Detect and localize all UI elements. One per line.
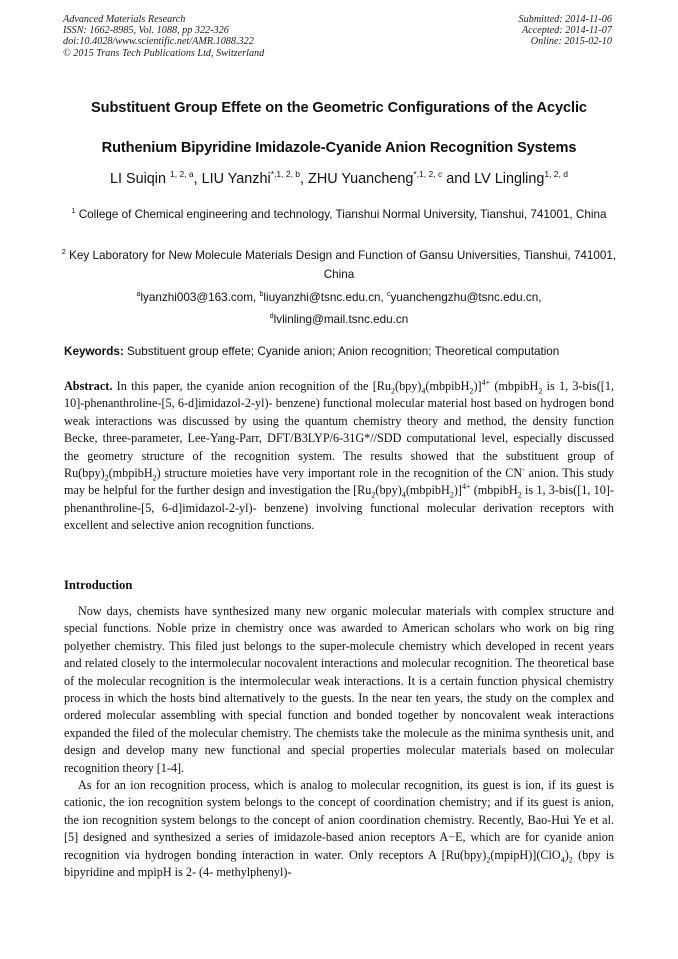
abstract-text: )] [453, 483, 462, 498]
paper-title [40, 88, 638, 168]
affiliation-text: Key Laboratory for New Molecule Materials Design and Function of Gansu Universities, Tianshui, 741001, China [65, 248, 617, 281]
author-affil-mark: 1, 2, d [544, 169, 568, 179]
introduction-body [64, 603, 614, 882]
dates-header [519, 14, 612, 48]
submitted-date: Submitted: 2014-11-06 [518, 14, 612, 25]
abstract-subscript: 2 [449, 490, 454, 500]
author-list [30, 163, 648, 190]
intro-subscript: 4 [560, 855, 565, 865]
author-separator: , [300, 170, 309, 187]
journal-name: Advanced Materials Research [63, 14, 186, 25]
intro-paragraph-2 [64, 777, 614, 881]
online-date: Online: 2015-02-10 [530, 36, 612, 48]
abstract-subscript: 4 [421, 386, 426, 396]
abstract-text: (mbpibH [425, 379, 470, 393]
abstract-subscript: 4 [401, 490, 406, 500]
abstract-text: (mbpibH [405, 483, 450, 498]
abstract-text: (mbpibH [470, 483, 518, 498]
abstract-subscript: 2 [538, 386, 543, 396]
abstract-text: anion. This study may be helpful for the further design and investigation the [Ru [64, 466, 614, 498]
intro-subscript: 2 [486, 855, 491, 865]
abstract-text: (bpy) [395, 379, 422, 393]
email-mark: b [259, 291, 264, 298]
abstract-text: (mbpibH [490, 379, 539, 393]
abstract-text: ) structure moieties have very important role in the recognition of the CN [156, 466, 523, 481]
keywords-text: Substituent group effete; Cyanide anion; Anion recognition; Theoretical computation [123, 345, 560, 358]
accepted-date: Accepted: 2014-11-07 [521, 25, 612, 37]
abstract-text: is 1, 3-bis([1, 10]-phenanthroline-[5, 6-d]imidazol-2-yl)- benzene) involving functional molecular derivation receptors with excellent and selective anion recognition functions. [64, 483, 614, 533]
intro-text: As for an ion recognition process, which is analog to molecular recognition, its guest is ion, if its guest is cationic, the ion recognition system belongs to the concept of coordination chemistry; and if its guest is anion, the ion recognition system belongs to the concept of anion coordination chemistry. Recently, Bao-Hui Ye et al. [5] designed and synthesized a series of imidazole-based anion receptors A−E, which are for cyanide anion recognition via hydrogen bonding interaction in water. Only receptors A [Ru(bpy) [64, 778, 614, 862]
copyright-line: © 2015 Trans Tech Publications Ltd, Switzerland [63, 47, 265, 59]
email-link[interactable]: lyanzhi003@163.com, [140, 290, 260, 304]
abstract-superscript: 4+ [481, 377, 491, 387]
author-separator: , [193, 170, 202, 187]
abstract-label: Abstract. [64, 379, 113, 393]
abstract-text: In this paper, the cyanide anion recognition of the [Ru [112, 379, 392, 393]
affiliation-number: 2 [61, 249, 66, 256]
author-affil-mark: *,1, 2, c [413, 169, 443, 179]
abstract-subscript: 2 [517, 490, 522, 500]
abstract-subscript: 2 [152, 473, 157, 483]
keywords-label: Keywords: [64, 345, 124, 358]
abstract-subscript: 2 [391, 386, 396, 396]
affiliation-2 [56, 243, 622, 284]
author-emails [56, 285, 622, 329]
abstract-subscript: 2 [469, 386, 474, 396]
abstract-text: )] [473, 379, 482, 393]
email-mark: c [387, 291, 391, 298]
affiliation-1 [56, 202, 622, 224]
author-name: LV Lingling [474, 170, 545, 187]
email-mark: d [269, 312, 274, 320]
intro-subscript: 2 [568, 855, 573, 865]
email-mark: a [136, 291, 141, 298]
journal-header [63, 14, 264, 59]
issn-line: ISSN: 1662-8985, Vol. 1088, pp 322-326 [63, 25, 229, 37]
abstract [64, 378, 614, 535]
email-link[interactable]: liuyanzhi@tsnc.edu.cn, [263, 290, 388, 304]
email-link[interactable]: yuanchengzhu@tsnc.edu.cn, [390, 290, 542, 304]
author-name: LI Suiqin [109, 170, 170, 187]
abstract-text: (bpy) [375, 483, 402, 498]
intro-paragraph-1: Now days, chemists have synthesized many new organic molecular materials with complex structure and special functions. Noble prize in chemistry once was awarded to American scholars who work on big ring polyether chemistry. This filed just belongs to the super-molecule chemistry which developed in recent years and related closely to the intermolecular nocovalent interactions and molecular recognition. The theoretical base of the molecular recognition is the intermolecular weak interactions. It is a certain function physical chemistry process in which the hosts bind alternatively to the guests. In the near ten years, the study on the complex and ordered molecular assembling with special function and bonded together by noncovalent weak interactions expanded the filed of the molecular chemistry. The chemists take the molecule as the minima synthesis unit, and design and develop many new functional and special properties molecular materials based on molecular recognition theory [1-4]. [64, 604, 614, 775]
abstract-subscript: 2 [104, 473, 109, 483]
affiliation-number: 1 [71, 208, 76, 215]
intro-text: (mpipH)](ClO [490, 847, 561, 862]
intro-text: (bpy is bipyridine and mpipH is 2- (4- methylphenyl)- [64, 847, 614, 880]
abstract-text: is 1, 3-bis([1, 10]-phenanthroline-[5, 6-d]imidazol-2-yl)- benzene) functional molecular material host based on hydrogen bond weak interactions was discussed by using the quantum chemistry theory and method, the density function Becke, three-parameter, Lee-Yang-Parr, DFT/B3LYP/6-31G*//SDD computational level, especially discussed the geometry structure of the recognition system. The results showed that the substituent group of Ru(bpy) [64, 379, 615, 481]
author-affil-mark: 1, 2, a [170, 169, 194, 179]
abstract-superscript: 4+ [461, 482, 471, 492]
title-line-1: Substituent Group Effete on the Geometric Configurations of the Acyclic [91, 100, 587, 116]
introduction-heading: Introduction [64, 578, 133, 592]
author-affil-mark: *,1, 2, b [270, 169, 301, 179]
keywords [64, 342, 620, 361]
doi-line: doi:10.4028/www.scientific.net/AMR.1088.322 [63, 36, 254, 48]
affiliation-text: College of Chemical engineering and technology, Tianshui Normal University, Tianshui, 741001, China [75, 207, 607, 221]
abstract-subscript: 2 [371, 490, 376, 500]
email-link[interactable]: lvlinling@mail.tsnc.edu.cn [273, 312, 409, 326]
title-line-2: Ruthenium Bipyridine Imidazole-Cyanide Anion Recognition Systems [101, 140, 577, 156]
abstract-text: (mbpibH [108, 466, 153, 481]
author-separator: and [442, 170, 475, 187]
intro-text: ) [564, 847, 569, 862]
author-name: ZHU Yuancheng [308, 170, 414, 187]
author-name: LIU Yanzhi [201, 170, 271, 187]
abstract-superscript: - [522, 464, 525, 474]
